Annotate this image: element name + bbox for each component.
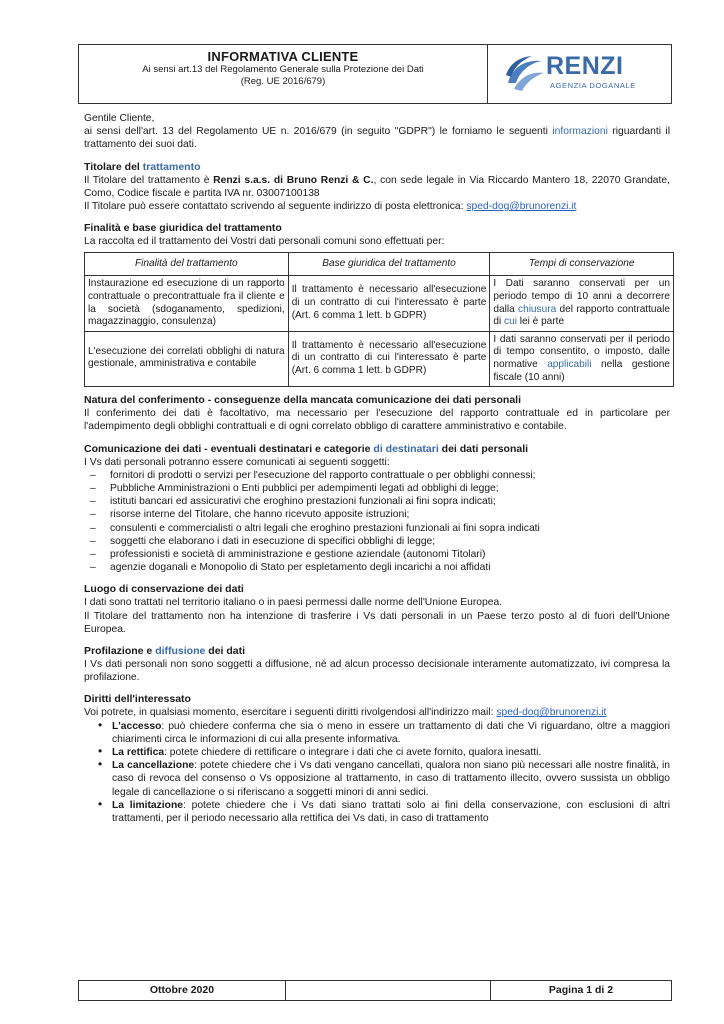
finalita-heading: Finalità e base giuridica del trattamento (84, 222, 282, 235)
titolare-contact-text: Il Titolare può essere contattato scrivendo al seguente indirizzo di posta elettronica: (84, 201, 467, 213)
table-row (85, 276, 674, 331)
profilazione-paragraph: I Vs dati personali non sono soggetti a diffusione, né ad alcun processo decisionale interamente automatizzato, ivi compresa la profilazione. (84, 659, 670, 684)
table-cell-base: Il trattamento è necessario all'esecuzione di un contratto di cui l'interessato è parte (Art. 6 comma 1 lett. b GDPR) (288, 276, 490, 331)
finalita-table (84, 252, 674, 387)
diritti-email-link[interactable]: sped-dog@brunorenzi.it (496, 707, 607, 719)
table-header-finalita: Finalità del trattamento (85, 253, 289, 276)
list-item: – professionisti e società di amministrazione e gestione aziendale (autonomi Titolari) (84, 548, 670, 561)
natura-paragraph: Il conferimento dei dati è facoltativo, ma necessario per l'esecuzione del rapporto contrattuale ed in particolare per l'adempimento degli obblighi contrattuali e di ogni correlato obbligo di carattere amministrativo e contabile. (84, 408, 670, 433)
table-row (85, 331, 674, 386)
tempi-text-a: I Dati saranno conservati per un periodo tempo di 10 anni a decorrere dalla (493, 278, 670, 315)
diritto-term: L'accesso (112, 720, 162, 732)
tempi-highlight: chiusura (518, 303, 557, 315)
diritti-list (84, 720, 670, 826)
list-item (84, 746, 670, 759)
intro-text-b: riguardanti il trattamento dei suoi dati. (84, 126, 670, 151)
diritto-text: : può chiedere conferma che sia o meno in essere un trattamento di dati che Vi riguardano, oltre a maggiori chiarimenti circa le informazioni di cui alla presente informativa. (112, 720, 670, 745)
footer-date: Ottobre 2020 (79, 981, 286, 1000)
titolare-text-a: Il Titolare del trattamento è (84, 174, 214, 186)
comunicazione-heading-b: dei dati personali (438, 442, 529, 455)
header-box (78, 44, 672, 104)
list-item: – soggetti che elaborano i dati in esecuzione di specifici obblighi di legge; (84, 535, 670, 548)
natura-heading: Natura del conferimento - conseguenze della mancata comunicazione dei dati personali (84, 394, 522, 407)
profilazione-heading-b: dei dati (205, 645, 246, 658)
titolare-heading-a: Titolare del (84, 160, 143, 173)
document-body (84, 112, 670, 825)
luogo-line-1: I dati sono trattati nel territorio italiano o in paesi permessi dalle norme dell'Unione Europea. (84, 597, 503, 609)
table-header-base: Base giuridica del trattamento (288, 253, 490, 276)
document-subtitle-1: Ai sensi art.13 del Regolamento Generale sulla Protezione dei Dati (142, 64, 424, 75)
list-item (84, 720, 670, 746)
titolare-company: Renzi s.a.s. di Bruno Renzi & C. (213, 174, 374, 186)
titolare-email-link[interactable]: sped-dog@brunorenzi.it (466, 201, 577, 213)
destinatari-list (84, 469, 670, 575)
titolare-heading (84, 161, 670, 174)
table-header-row (85, 253, 674, 276)
luogo-heading: Luogo di conservazione dei dati (84, 583, 244, 596)
diritto-text: : potete chiedere di rettificare o integrare i dati che ci avete fornito, qualora inesatti. (164, 747, 542, 759)
tempi-highlight-2: cui (504, 316, 517, 328)
footer-box (78, 980, 672, 1001)
comunicazione-heading (84, 443, 670, 456)
footer-page-number: Pagina 1 di 2 (548, 984, 614, 996)
diritto-term: La cancellazione (112, 760, 195, 772)
tempi-highlight: applicabili (547, 358, 592, 370)
diritto-term: La rettifica (112, 747, 165, 759)
list-item (84, 759, 670, 799)
diritto-text: : potete chiedere che i Vs dati siano trattati solo ai fini della conservazione, con esclusioni di altri trattamenti, per il periodo necessario alla rettifica dei Vs dati, in caso di trattamento (112, 799, 670, 825)
tempi-text-c: lei è parte (516, 316, 565, 328)
intro-highlight: informazioni (552, 126, 608, 138)
diritto-term: La limitazione (112, 799, 183, 811)
table-header-tempi: Tempi di conservazione (490, 253, 674, 276)
diritti-intro-text: Voi potrete, in qualsiasi momento, esercitare i seguenti diritti rivolgendosi all'indirizzo mail: (84, 707, 497, 719)
company-logo (488, 45, 671, 103)
list-item: – agenzie doganali e Monopolio di Stato per espletamento degli incarichi a noi affidati (84, 561, 670, 574)
document-title: INFORMATIVA CLIENTE (207, 49, 359, 64)
luogo-line-2: Il Titolare del trattamento non ha intenzione di trasferire i Vs dati personali in un Paese terzo posto al di fuori dell'Unione Europea. (84, 610, 670, 635)
comunicazione-heading-a: Comunicazione dei dati - eventuali destinatari e categorie (84, 442, 374, 455)
swoosh-logo-icon (504, 53, 546, 93)
diritti-intro (84, 706, 670, 719)
intro-paragraph (84, 125, 670, 151)
list-item: – Pubbliche Amministrazioni o Enti pubblici per adempimenti legati ad obblighi di legge; (84, 482, 670, 495)
intro-text-a: ai sensi dell'art. 13 del Regolamento UE n. 2016/679 (in seguito "GDPR") le forniamo le seguenti (84, 126, 553, 138)
footer-spacer (286, 981, 491, 1000)
profilazione-heading-a: Profilazione e (84, 645, 156, 658)
list-item (84, 799, 670, 825)
titolare-paragraph (84, 174, 670, 200)
titolare-heading-b: trattamento (142, 160, 201, 173)
titolare-text-b: , con sede legale in Via Riccardo Mantero 18, 22070 Grandate, Como, Codice fiscale e partita IVA nr. 03007100138 (84, 174, 670, 199)
diritti-heading: Diritti dell'interessato (84, 693, 191, 706)
list-item: – consulenti e commercialisti o altri legali che eroghino prestazioni funzionali ai fini sopra indicati (84, 522, 670, 535)
list-item: – fornitori di prodotti o servizi per l'esecuzione del rapporto contrattuale o per obblighi connessi; (84, 469, 670, 482)
comunicazione-intro: I Vs dati personali potranno essere comunicati ai seguenti soggetti: (84, 456, 390, 468)
header-title-block (79, 45, 488, 103)
diritto-text: : potete chiedere che i Vs dati vengano cancellati, qualora non siano più necessari alle nostre finalità, in caso di revoca del consenso o Vs opposizione al trattamento, in caso di trattamento illecito, ovvero sussista un obbligo legale di cancellazione o si riferiscano a soggetti minori di anni sedici. (112, 760, 670, 798)
logo-tagline: AGENZIA DOGANALE (550, 81, 636, 90)
titolare-contact (84, 200, 670, 213)
profilazione-heading (84, 645, 670, 658)
table-cell-base: Il trattamento è necessario all'esecuzione di un contratto di cui l'interessato è parte (Art. 6 comma 1 lett. b GDPR) (288, 331, 490, 386)
list-item: – istituti bancari ed assicurativi che eroghino prestazioni funzionali ai fini sopra indicati; (84, 495, 670, 508)
profilazione-heading-highlight: diffusione (155, 645, 206, 658)
tempi-text-a: I dati saranno conservati per il periodo di tempo consentito, o imposto, dalle normative (493, 333, 670, 370)
tempi-text-b: nella gestione fiscale (10 anni) (493, 358, 670, 383)
tempi-text-b: del rapporto contrattuale di (493, 303, 670, 328)
salutation: Gentile Cliente, (84, 113, 155, 124)
finalita-intro: La raccolta ed il trattamento dei Vostri dati personali comuni sono effettuati per: (84, 236, 445, 248)
comunicazione-heading-highlight: di destinatari (373, 442, 439, 455)
logo-name: RENZI (546, 52, 624, 80)
table-cell-finalita: Instaurazione ed esecuzione di un rapporto contrattuale o precontrattuale fra il cliente e la società (sdoganamento, spedizioni, magazzinaggio, consulenza) (85, 276, 289, 331)
document-subtitle-2: (Reg. UE 2016/679) (240, 76, 326, 87)
table-cell-finalita: L'esecuzione dei correlati obblighi di natura gestionale, amministrativa e contabile (85, 331, 289, 386)
table-cell-tempi (490, 276, 674, 331)
table-cell-tempi (490, 331, 674, 386)
list-item: – risorse interne del Titolare, che hanno ricevuto apposite istruzioni; (84, 508, 670, 521)
